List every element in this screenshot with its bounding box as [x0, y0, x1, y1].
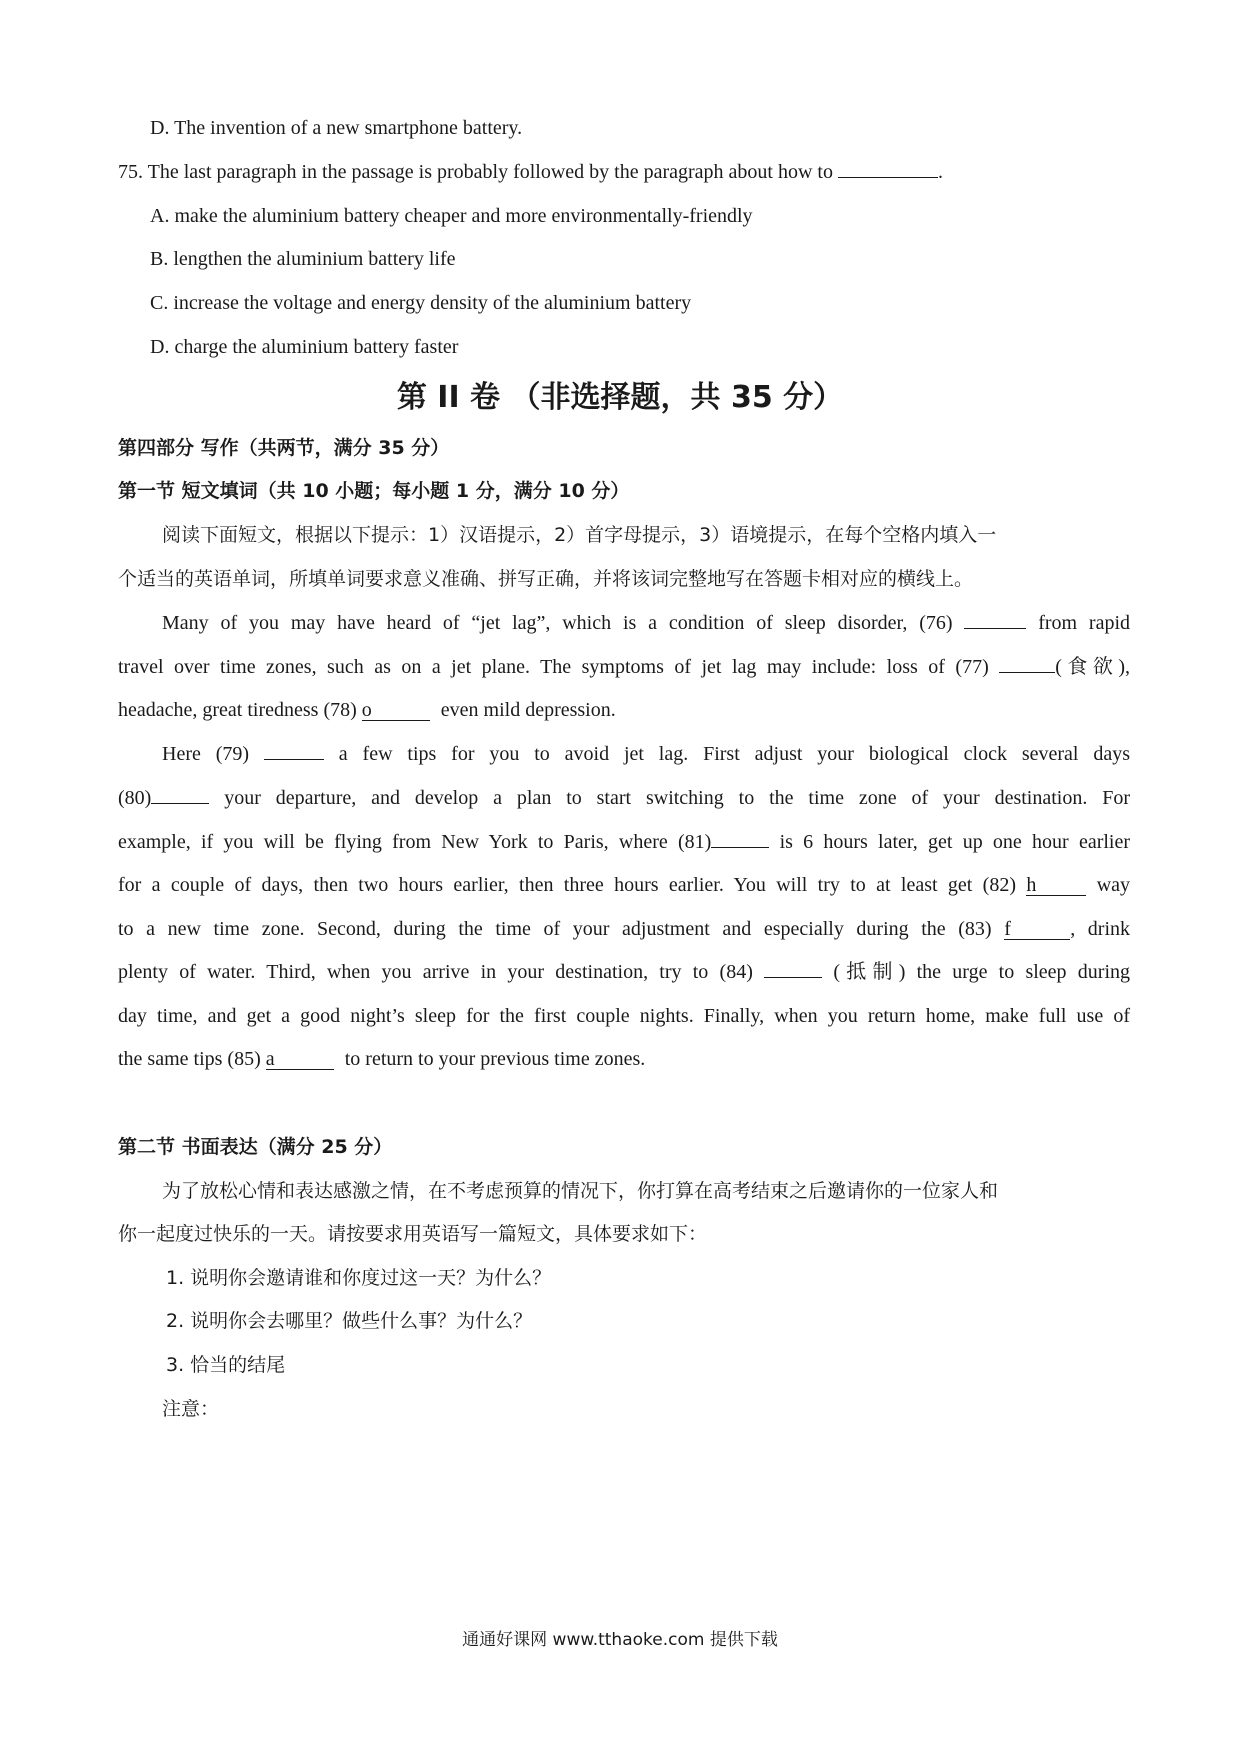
passage-text: is 6 hours later, get up one hour earlier [779, 831, 1131, 853]
instruction-line-1: 阅读下面短文，根据以下提示：1）汉语提示，2）首字母提示，3）语境提示，在每个空格内填入一 [162, 524, 997, 546]
blank-81-group [118, 831, 769, 853]
blank-80-group [118, 787, 209, 809]
blank-81 [711, 829, 769, 848]
q75-option-b: B. lengthen the aluminium battery life [150, 248, 456, 270]
writing-prompt-line-2: 你一起度过快乐的一天。请按要求用英语写一篇短文，具体要求如下： [118, 1223, 708, 1245]
first-letter-hint: o [361, 699, 372, 721]
note-label: 注意： [162, 1398, 220, 1420]
blank-76 [964, 610, 1026, 629]
q75-option-a: A. make the aluminium battery cheaper and more environmentally-friendly [150, 205, 753, 227]
section2-heading: 第二节 书面表达（满分 25 分） [118, 1136, 393, 1158]
passage-text: a few tips for you to avoid jet lag. First adjust your biological clock several days [338, 743, 1131, 765]
blank-83-group [1004, 918, 1130, 940]
passage-line-7 [118, 871, 1130, 899]
passage-text: (抵制) the urge to sleep during [833, 961, 1131, 983]
blank-79 [264, 741, 324, 760]
passage-text: plenty of water. Third, when you arrive in your destination, try to (84) [118, 961, 753, 983]
passage-line-8 [118, 915, 1130, 943]
passage-text: headache, great tiredness (78) [118, 699, 357, 721]
section1-heading: 第一节 短文填词（共 10 小题；每小题 1 分，满分 10 分） [118, 480, 630, 502]
passage-line-4 [162, 740, 1130, 768]
passage-text: your departure, and develop a plan to start switching to the time zone of your destination. For [224, 787, 1130, 809]
question-75-stem: 75. The last paragraph in the passage is probably followed by the paragraph about how to [118, 161, 833, 183]
section-title: 第 II 卷 （非选择题，共 35 分） [396, 380, 844, 415]
first-letter-hint: h [1026, 874, 1037, 896]
passage-text: , drink [1070, 918, 1131, 940]
blank-82 [1026, 875, 1086, 896]
q75-option-d: D. charge the aluminium battery faster [150, 336, 459, 358]
blank-77-group [999, 656, 1130, 678]
passage-text: for a couple of days, then two hours earlier, then three hours earlier. You will try to at least get (82) [118, 874, 1016, 896]
passage-line-2 [118, 653, 1130, 681]
footer-download-credit: 通通好课网 www.tthaoke.com 提供下载 [462, 1630, 778, 1650]
q75-option-c: C. increase the voltage and energy density of the aluminium battery [150, 292, 692, 314]
passage-text: even mild depression. [440, 699, 616, 721]
passage-text: Many of you may have heard of “jet lag”, which is a condition of sleep disorder, (76) [162, 612, 953, 634]
part4-heading: 第四部分 写作（共两节，满分 35 分） [118, 437, 450, 459]
writing-prompt-line-1: 为了放松心情和表达感激之情，在不考虑预算的情况下，你打算在高考结束之后邀请你的一位家人和 [162, 1180, 999, 1202]
chinese-hint: (食欲), [1055, 656, 1130, 678]
blank-83 [1004, 919, 1070, 940]
instruction-line-2: 个适当的英语单词，所填单词要求意义准确、拼写正确，并将该词完整地写在答题卡相对应的横线上。 [118, 568, 974, 590]
passage-text: Here (79) [162, 743, 250, 765]
passage-text: the same tips (85) [118, 1048, 261, 1070]
question-75 [118, 158, 1130, 186]
passage-text: to a new time zone. Second, during the time of your adjustment and especially during the (83) [118, 918, 992, 940]
passage-line-5 [118, 784, 1130, 812]
requirement-1: 1. 说明你会邀请谁和你度过这一天？为什么？ [166, 1267, 552, 1289]
passage-text: way [1096, 874, 1131, 896]
passage-text: travel over time zones, such as on a jet plane. The symptoms of jet lag may include: loss of (77) [118, 656, 989, 678]
passage-text: to return to your previous time zones. [344, 1048, 646, 1070]
passage-line-1 [162, 609, 1130, 637]
blank-84 [764, 959, 822, 978]
passage-line-3 [118, 696, 1130, 724]
first-letter-hint: f [1004, 918, 1011, 940]
passage-line-9 [118, 958, 1130, 986]
passage-line-10: day time, and get a good night’s sleep for the first couple nights. Finally, when you return home, make full use of [118, 1005, 1130, 1027]
first-letter-hint: a [265, 1048, 275, 1070]
blank-80 [151, 785, 209, 804]
answer-blank [838, 159, 938, 178]
passage-line-6 [118, 828, 1130, 856]
blank-77 [999, 654, 1055, 673]
blank-85 [266, 1049, 334, 1070]
blank-78 [362, 700, 430, 721]
passage-text: (80) [118, 787, 152, 809]
passage-line-11 [118, 1045, 1130, 1073]
prev-question-option-d: D. The invention of a new smartphone battery. [150, 117, 523, 139]
requirement-2: 2. 说明你会去哪里？做些什么事？为什么？ [166, 1310, 533, 1332]
question-75-period: . [938, 161, 943, 183]
passage-text: example, if you will be flying from New York to Paris, where (81) [118, 831, 712, 853]
passage-text: from rapid [1038, 612, 1131, 634]
requirement-3: 3. 恰当的结尾 [166, 1354, 286, 1376]
